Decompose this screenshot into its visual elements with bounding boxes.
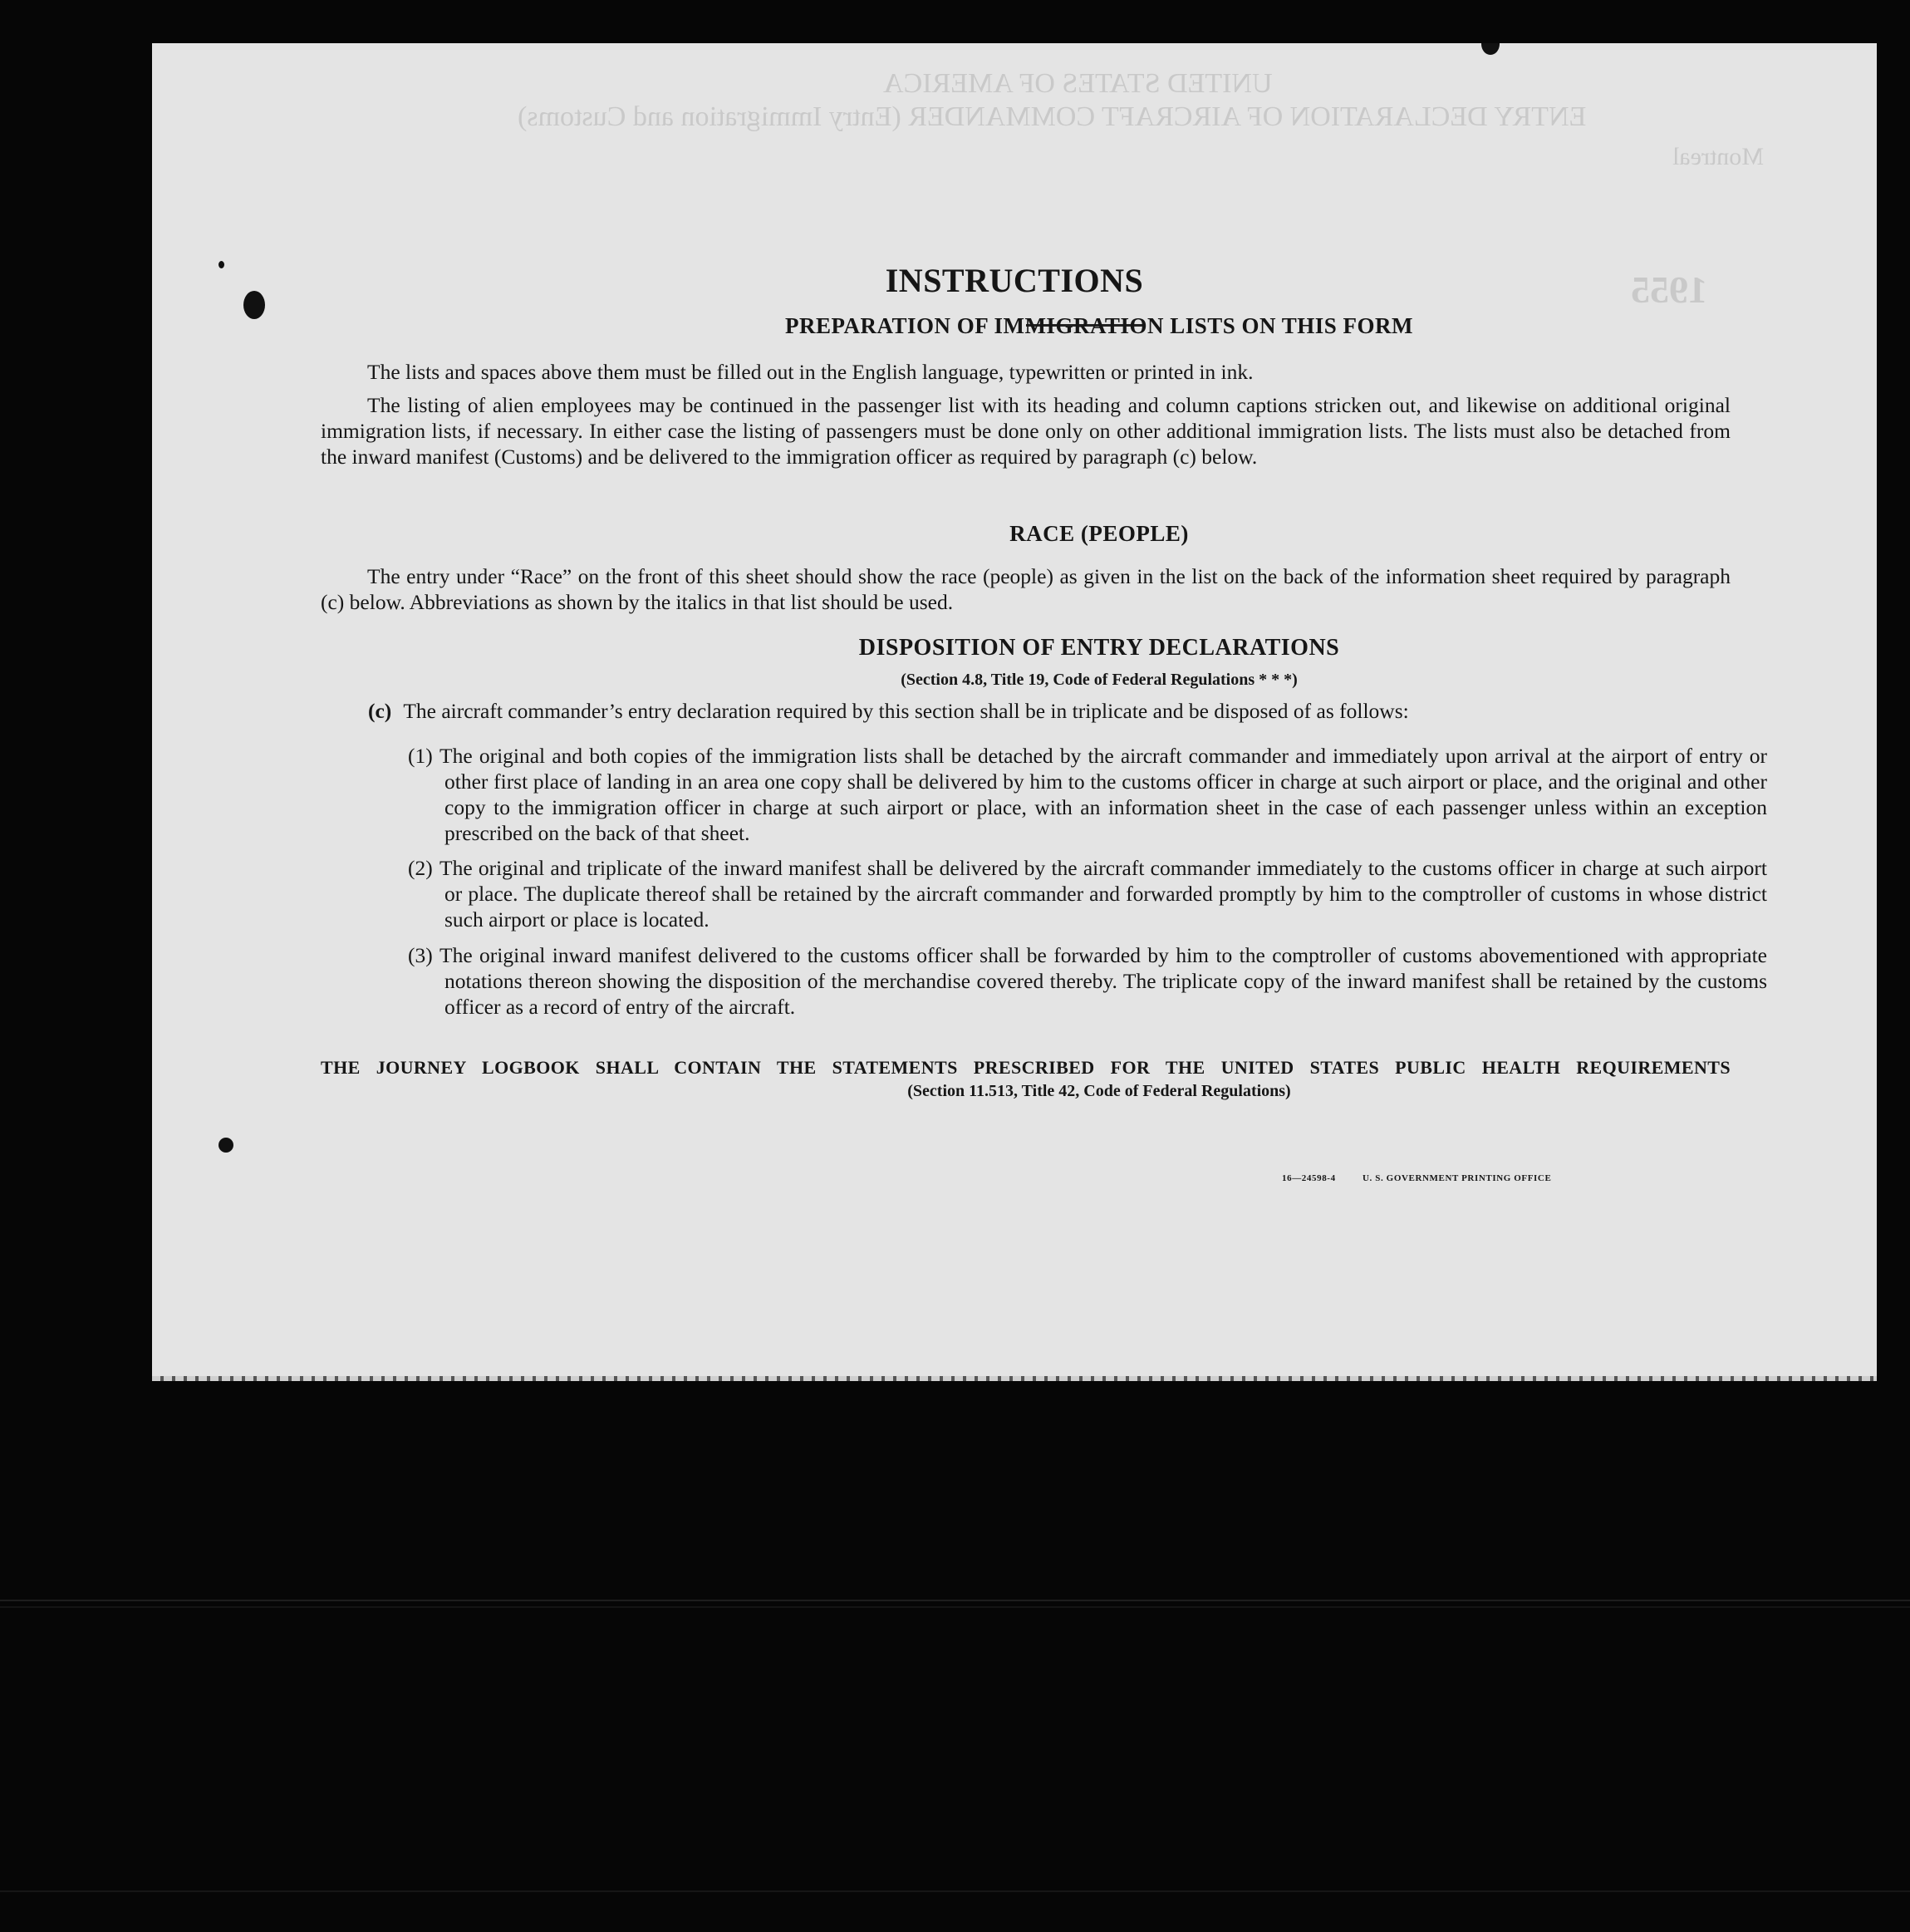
item-label: (2) [408,856,433,880]
item-text: The original and both copies of the immigration lists shall be detached by the aircraft commander and immediately upon arrival at the airport of entry or other first place of landing in an area one copy shall be delivered by him to the customs officer in charge at such airport or place, and the original and other copy to the immigration officer in charge at such airport or place, with an information sheet in the case of each passenger unless within an exception prescribed on the back of that sheet. [439,744,1767,845]
paragraph: The lists and spaces above them must be filled out in the English language, typewritten or printed in ink. [367,360,1254,384]
bleed-through-heading: UNITED STATES OF AMERICA [883,68,1273,99]
list-item [408,855,1767,932]
scan-line [0,1606,1910,1608]
bleed-through-handwriting: Montreal [1672,143,1764,170]
scan-line [0,1600,1910,1601]
bleed-through-subheading: ENTRY DECLARATION OF AIRCRAFT COMMANDER (Entry Immigration and Customs) [518,101,1587,132]
section-heading-disposition: DISPOSITION OF ENTRY DECLARATIONS [858,635,1340,661]
printer-imprint: U. S. GOVERNMENT PRINTING OFFICE [1363,1173,1552,1183]
page-title: INSTRUCTIONS [885,262,1144,299]
paragraph: The listing of alien employees may be continued in the passenger list with its heading and column captions stricken out, and likewise on additional original immigration lists, if necessary. In either case the listing of passengers must be done only on other additional immigration lists. The lists must also be detached from the inward manifest (Customs) and be delivered to the immigration officer as required by paragraph (c) below. [321,393,1731,469]
instructions-content [152,43,1877,1379]
document-page [152,43,1877,1379]
paragraph: The entry under “Race” on the front of this sheet should show the race (people) as given in the list on the back of the information sheet required by paragraph (c) below. Abbreviations as shown by the italics in that list should be used. [321,564,1731,614]
item-text: The original inward manifest delivered to the customs officer shall be forwarded by him to the comptroller of customs abovementioned with appropriate notations thereon showing the disposition of the merchandise covered thereby. The triplicate copy of the inward manifest shall be retained by the customs officer as a record of entry of the aircraft. [439,943,1767,1019]
item-label: (1) [408,744,433,768]
scan-line [0,1890,1910,1892]
paragraph-c [368,698,1731,724]
list-item [408,942,1767,1020]
paper-bottom-edge [152,1376,1877,1381]
footer-citation: (Section 11.513, Title 42, Code of Federal Regulations) [907,1082,1291,1100]
form-number: 16—24598-4 [1282,1173,1336,1183]
paragraph-text: The aircraft commander’s entry declaration required by this section shall be in triplicate and be disposed of as follows: [403,699,1409,723]
section-heading-preparation: PREPARATION OF IMMIGRATION LISTS ON THIS FORM [784,313,1414,338]
item-label: (3) [408,943,433,967]
item-text: The original and triplicate of the inward manifest shall be delivered by the aircraft commander immediately to the customs officer in charge at such airport or place. The duplicate thereof shall be retained by the aircraft commander and forwarded promptly by him to the comptroller of customs in whose district such airport or place is located. [439,856,1767,932]
bleed-through-year: 1955 [1631,268,1707,311]
list-item [408,743,1767,846]
section-heading-race: RACE (PEOPLE) [1009,521,1189,546]
public-health-statement: THE JOURNEY LOGBOOK SHALL CONTAIN THE STATEMENTS PRESCRIBED FOR THE UNITED STATES PUBLIC HEALTH REQUIREMENTS [321,1057,1731,1078]
paragraph-label: (c) [368,699,392,723]
citation: (Section 4.8, Title 19, Code of Federal Regulations * * *) [901,671,1298,689]
